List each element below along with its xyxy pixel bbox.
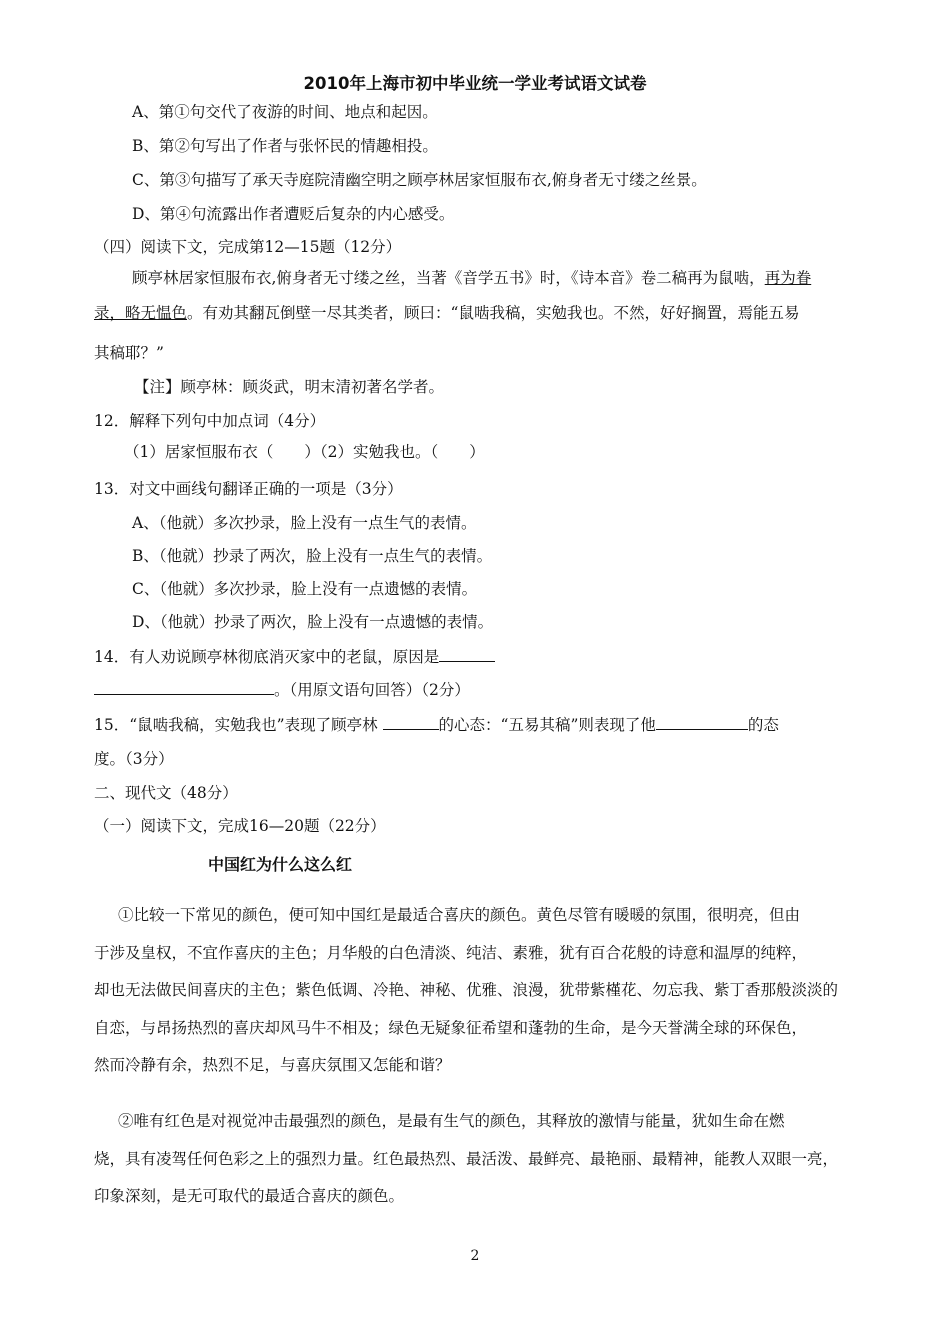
q11-option-d: D、第④句流露出作者遭贬后复杂的内心感受。 — [132, 205, 455, 223]
q15-line-2: 度。（3分） — [94, 750, 174, 768]
q13-option-a: A、（他就）多次抄录，脸上没有一点生气的表情。 — [132, 514, 477, 532]
q15-part3: 的态 — [747, 716, 779, 734]
passage-line-3: 其稿耶？” — [94, 344, 164, 362]
para1-line: 然而冷静有余，热烈不足，与喜庆氛围又怎能和谐？ — [94, 1056, 451, 1074]
q14-tail-line — [94, 679, 470, 700]
q14-tail: 。（用原文语句回答）（2分） — [274, 681, 470, 699]
answer-blank[interactable] — [439, 646, 495, 662]
answer-blank[interactable] — [383, 714, 439, 730]
passage-text: 顾亭林居家恒服布衣,俯身者无寸缕之丝，当著《音学五书》时，《诗本音》卷二稿再为鼠啮， — [132, 269, 765, 287]
q13-option-b: B、（他就）抄录了两次，脸上没有一点生气的表情。 — [132, 547, 493, 565]
para2-line: 印象深刻，是无可取代的最适合喜庆的颜色。 — [94, 1187, 405, 1205]
q14-stem: 14．有人劝说顾亭林彻底消灭家中的老鼠，原因是 — [94, 648, 440, 666]
para1-line: 自恋，与昂扬热烈的喜庆却风马牛不相及；绿色无疑象征希望和蓬勃的生命，是今天誉满全球的环保色， — [94, 1019, 808, 1037]
note: 【注】顾亭林：顾炎武，明末清初著名学者。 — [134, 378, 445, 396]
passage-line-2 — [94, 303, 799, 323]
article-title: 中国红为什么这么红 — [208, 855, 353, 874]
answer-blank[interactable] — [656, 714, 748, 730]
q15-part1: 15．“鼠啮我稿，实勉我也”表现了顾亭林 — [94, 716, 378, 734]
passage-line-1 — [132, 268, 811, 288]
q15-part2: 的心态：“五易其稿”则表现了他 — [438, 716, 656, 734]
para1-line: ①比较一下常见的颜色，便可知中国红是最适合喜庆的颜色。黄色尽管有暖暖的氛围，很明亮，但由 — [118, 906, 801, 924]
q11-option-b: B、第②句写出了作者与张怀民的情趣相投。 — [132, 137, 438, 155]
q12-stem: 12．解释下列句中加点词（4分） — [94, 412, 326, 430]
q13-option-c: C、（他就）多次抄录，脸上没有一点遗憾的表情。 — [132, 580, 478, 598]
passage-text: 。有劝其翻瓦倒壁一尽其类者，顾曰：“鼠啮我稿，实勉我也。不然，好好搁置，焉能五易 — [187, 304, 800, 322]
page-number: 2 — [470, 1248, 480, 1264]
q14-stem-line — [94, 646, 495, 667]
q11-option-a: A、第①句交代了夜游的时间、地点和起因。 — [132, 103, 438, 121]
passage-underlined-text: 再为眷 — [764, 269, 812, 287]
passage-underlined-text: 录，略无愠色 — [94, 304, 188, 322]
q13-option-d: D、（他就）抄录了两次，脸上没有一点遗憾的表情。 — [132, 613, 494, 631]
q11-option-c: C、第③句描写了承天寺庭院清幽空明之顾亭林居家恒服布衣,俯身者无寸缕之丝景。 — [132, 171, 707, 189]
para1-line: 却也无法做民间喜庆的主色；紫色低调、冷艳、神秘、优雅、浪漫，犹带紫槿花、勿忘我、紫丁香那般淡淡的 — [94, 981, 839, 999]
q15-line-1 — [94, 714, 779, 735]
section4-heading: （四）阅读下文，完成第12—15题（12分） — [94, 238, 402, 256]
para2-line: 烧，具有凌驾任何色彩之上的强烈力量。红色最热烈、最活泼、最鲜亮、最艳丽、最精神，能教人双眼一亮， — [94, 1150, 839, 1168]
q13-stem: 13．对文中画线句翻译正确的一项是（3分） — [94, 480, 403, 498]
answer-blank[interactable] — [94, 679, 274, 695]
sub1-heading: （一）阅读下文，完成16—20题（22分） — [94, 817, 386, 835]
document-title: 2010年上海市初中毕业统一学业考试语文试卷 — [303, 74, 647, 93]
para1-line: 于涉及皇权，不宜作喜庆的主色；月华般的白色清淡、纯洁、素雅，犹有百合花般的诗意和温厚的纯粹， — [94, 944, 808, 962]
q12-items: （1）居家恒服布衣（ ）（2）实勉我也。（ ） — [124, 443, 485, 461]
section2-heading: 二、现代文（48分） — [94, 784, 238, 802]
para2-line: ②唯有红色是对视觉冲击最强烈的颜色，是最有生气的颜色，其释放的激情与能量，犹如生命在燃 — [118, 1112, 785, 1130]
